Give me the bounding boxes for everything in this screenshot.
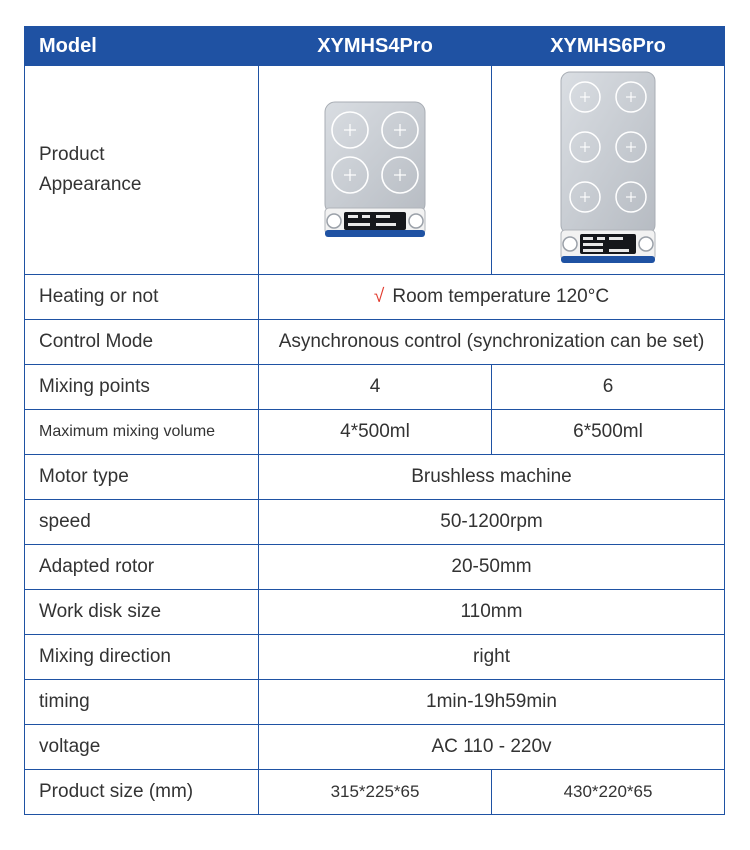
row-disk bbox=[25, 590, 725, 635]
stirrer-6-position-icon bbox=[558, 70, 658, 270]
product-image-b bbox=[492, 66, 725, 275]
spec-table bbox=[24, 26, 725, 815]
header-row bbox=[25, 27, 725, 66]
row-control bbox=[25, 320, 725, 365]
speed-value: 50-1200rpm bbox=[259, 500, 725, 545]
motor-value: Brushless machine bbox=[259, 455, 725, 500]
appearance-label-line1: Product bbox=[39, 144, 105, 165]
row-size bbox=[25, 770, 725, 815]
rotor-label: Adapted rotor bbox=[25, 545, 259, 590]
check-icon: √ bbox=[373, 286, 385, 307]
row-mixing-points bbox=[25, 365, 725, 410]
direction-value: right bbox=[259, 635, 725, 680]
row-rotor bbox=[25, 545, 725, 590]
direction-label: Mixing direction bbox=[25, 635, 259, 680]
model-a-header: XYMHS4Pro bbox=[259, 27, 492, 66]
timing-label: timing bbox=[25, 680, 259, 725]
voltage-label: voltage bbox=[25, 725, 259, 770]
appearance-label-line2: Appearance bbox=[39, 174, 142, 195]
rotor-value: 20-50mm bbox=[259, 545, 725, 590]
appearance-label bbox=[25, 66, 259, 275]
heating-label: Heating or not bbox=[25, 275, 259, 320]
row-max-volume bbox=[25, 410, 725, 455]
model-b-header: XYMHS6Pro bbox=[492, 27, 725, 66]
motor-label: Motor type bbox=[25, 455, 259, 500]
row-direction bbox=[25, 635, 725, 680]
row-speed bbox=[25, 500, 725, 545]
control-label: Control Mode bbox=[25, 320, 259, 365]
max-volume-label: Maximum mixing volume bbox=[25, 410, 259, 455]
size-label: Product size (mm) bbox=[25, 770, 259, 815]
max-volume-a: 4*500ml bbox=[259, 410, 492, 455]
row-timing bbox=[25, 680, 725, 725]
heating-value-cell bbox=[259, 275, 725, 320]
disk-value: 110mm bbox=[259, 590, 725, 635]
stirrer-4-position-icon bbox=[320, 100, 430, 240]
appearance-row bbox=[25, 66, 725, 275]
speed-label: speed bbox=[25, 500, 259, 545]
row-heating bbox=[25, 275, 725, 320]
heating-value: Room temperature 120°C bbox=[392, 286, 610, 307]
size-a: 315*225*65 bbox=[259, 770, 492, 815]
model-header: Model bbox=[25, 27, 259, 66]
row-voltage bbox=[25, 725, 725, 770]
product-image-a bbox=[259, 66, 492, 275]
mixing-points-b: 6 bbox=[492, 365, 725, 410]
disk-label: Work disk size bbox=[25, 590, 259, 635]
mixing-points-label: Mixing points bbox=[25, 365, 259, 410]
voltage-value: AC 110 - 220v bbox=[259, 725, 725, 770]
row-motor bbox=[25, 455, 725, 500]
size-b: 430*220*65 bbox=[492, 770, 725, 815]
timing-value: 1min-19h59min bbox=[259, 680, 725, 725]
control-value: Asynchronous control (synchronization can be set) bbox=[259, 320, 725, 365]
max-volume-b: 6*500ml bbox=[492, 410, 725, 455]
mixing-points-a: 4 bbox=[259, 365, 492, 410]
